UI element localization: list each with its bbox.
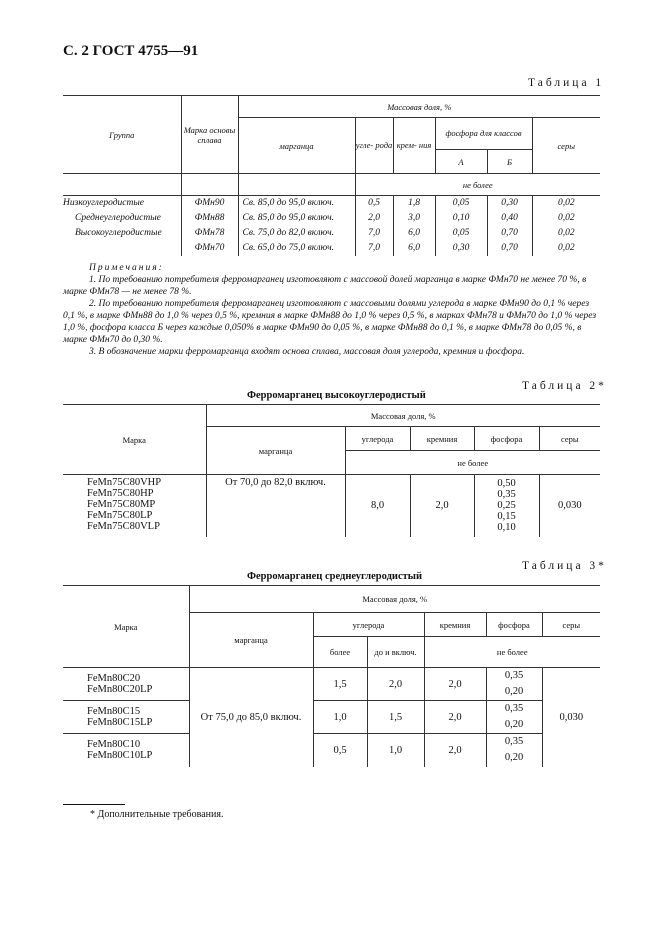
t1-cell-mn: Св. 85,0 до 95,0 включ. xyxy=(238,196,355,211)
t3-h-c: углерода xyxy=(313,613,424,637)
t1-cell-pb: 0,70 xyxy=(487,226,532,241)
t1-cell-group: Высокоуглеродистые xyxy=(75,228,162,238)
t3-cell-cmin: 0,5 xyxy=(313,734,367,767)
t3-h-upto: до и включ. xyxy=(367,637,424,668)
t2-h-mass: Массовая доля, % xyxy=(206,405,600,427)
t1-cell-c: 7,0 xyxy=(355,226,393,241)
t3-cell-p1: 0,35 xyxy=(504,736,524,748)
t1-h-mass: Массовая доля, % xyxy=(238,96,600,118)
t1-cell-mn: Св. 75,0 до 82,0 включ. xyxy=(238,226,355,241)
t3-h-more: более xyxy=(313,637,367,668)
t1-cell-c: 7,0 xyxy=(355,241,393,256)
t1-h-c: угле- рода xyxy=(355,118,393,174)
table-row xyxy=(63,196,600,211)
table2-caption: Таблица 2* xyxy=(522,380,607,392)
t1-h-a: А xyxy=(435,150,487,174)
table1-caption: Таблица 1 xyxy=(528,77,605,89)
t3-h-mass: Массовая доля, % xyxy=(189,586,600,613)
t1-h-group: Группа xyxy=(63,96,181,174)
t1-h-p: фосфора для классов xyxy=(435,118,532,150)
t2-cell-mn: От 70,0 до 82,0 включ. xyxy=(206,475,345,537)
table-row xyxy=(63,241,600,256)
table-row xyxy=(63,734,600,767)
footnote: * Дополнительные требования. xyxy=(90,809,224,820)
t2-h-p: фосфора xyxy=(474,427,539,451)
table-2 xyxy=(63,404,600,537)
t3-cell-mn: От 75,0 до 85,0 включ. xyxy=(189,668,313,767)
t1-cell-s: 0,02 xyxy=(532,211,600,226)
t3-cell-si: 2,0 xyxy=(424,734,486,767)
t1-cell-group xyxy=(63,241,181,256)
table-3 xyxy=(63,585,600,767)
table-row xyxy=(63,668,600,701)
t1-cell-si: 6,0 xyxy=(393,226,435,241)
note-1: 1. По требованию потребителя ферромарганец изготовляют с массовой долей марганца в марке ФМн70 не менее 70 %, в марке ФМн78 — не менее 78 %. xyxy=(63,275,587,297)
t1-cell-pa: 0,10 xyxy=(435,211,487,226)
t3-cell-cmin: 1,0 xyxy=(313,701,367,734)
table-row xyxy=(63,226,600,241)
t3-cell-p xyxy=(486,701,542,734)
t2-h-nb: не более xyxy=(345,451,600,475)
t3-cell-si: 2,0 xyxy=(424,668,486,701)
t1-cell-c: 2,0 xyxy=(355,211,393,226)
note-2: 2. По требованию потребителя ферромарганец изготовляют с массовыми долями углерода в марке ФМн90 до 0,1 % через 0,1 %, в марке ФМн88 до 1,0 % через 0,5 %, кремния в марке ФМн88 до 1,0 % через 0,5 %, в марках ФМн78 и ФМн70 до 1,0 % через 1,0 %, фосфора класса Б через каждые 0,050% в марке ФМн90 до 0,05 %, в марке ФМн88 до 0,1 %, в марке ФМн78 до 0,05 %, в марке ФМн70 до 0,30 %. xyxy=(63,299,597,345)
t1-cell-mark: ФМн88 xyxy=(181,211,238,226)
t3-cell-cmin: 1,5 xyxy=(313,668,367,701)
t2-h-si: кремния xyxy=(410,427,474,451)
t1-cell-mark: ФМн70 xyxy=(181,241,238,256)
table3-caption: Таблица 3* xyxy=(522,560,607,572)
t3-cell-p2: 0,20 xyxy=(504,686,524,697)
t3-cell-marks: FeMn80C20 FeMn80C20LP xyxy=(63,668,189,701)
t2-h-mn: марганца xyxy=(206,427,345,475)
t1-cell-mark: ФМн90 xyxy=(181,196,238,211)
t1-cell-group: Низкоуглеродистые xyxy=(63,198,145,209)
table-row xyxy=(63,701,600,734)
t3-cell-cmax: 1,0 xyxy=(367,734,424,767)
t3-h-mark: Марка xyxy=(63,586,189,668)
t1-cell-mark: ФМн78 xyxy=(181,226,238,241)
t1-cell-group: Среднеуглеродистые xyxy=(75,213,161,223)
t3-cell-cmax: 1,5 xyxy=(367,701,424,734)
t1-cell-pb: 0,40 xyxy=(487,211,532,226)
table-row xyxy=(63,475,600,537)
t2-cell-s: 0,030 xyxy=(557,500,582,512)
t3-cell-cmax: 2,0 xyxy=(367,668,424,701)
t1-cell-c: 0,5 xyxy=(355,196,393,211)
t1-cell-pa: 0,05 xyxy=(435,226,487,241)
t1-cell-si: 3,0 xyxy=(393,211,435,226)
t1-cell-mn: Св. 65,0 до 75,0 включ. xyxy=(238,241,355,256)
t3-h-nb: не более xyxy=(424,637,600,668)
t3-cell-p1: 0,35 xyxy=(504,703,524,714)
table-row xyxy=(63,211,600,226)
t2-cell-p: 0,50 0,35 0,25 0,15 0,10 xyxy=(474,475,539,537)
t1-cell-s: 0,02 xyxy=(532,226,600,241)
t3-cell-s: 0,030 xyxy=(542,668,600,767)
t3-cell-marks: FeMn80C10 FeMn80C10LP xyxy=(63,734,189,767)
t2-h-s: серы xyxy=(539,427,600,451)
t1-h-s: серы xyxy=(532,118,600,174)
t1-cell-s: 0,02 xyxy=(532,241,600,256)
t1-cell-si: 6,0 xyxy=(393,241,435,256)
table2-title: Ферромарганец высокоуглеродистый xyxy=(247,390,426,401)
t1-h-si: крем- ния xyxy=(393,118,435,174)
t3-cell-p2: 0,20 xyxy=(504,752,524,764)
footnote-divider xyxy=(63,804,125,805)
table-1 xyxy=(63,95,600,256)
t2-h-c: углерода xyxy=(345,427,410,451)
t1-h-mn: марганца xyxy=(238,118,355,174)
t3-cell-p xyxy=(486,734,542,767)
t3-cell-p2: 0,20 xyxy=(504,719,524,730)
t1-cell-pa: 0,30 xyxy=(435,241,487,256)
t3-h-si: кремния xyxy=(424,613,486,637)
table3-title: Ферромарганец среднеуглеродистый xyxy=(247,571,423,582)
t3-h-p: фосфора xyxy=(486,613,542,637)
notes xyxy=(63,262,603,358)
page-header: С. 2 ГОСТ 4755—91 xyxy=(63,43,199,59)
t1-cell-pb: 0,70 xyxy=(487,241,532,256)
t3-cell-marks: FeMn80C15 FeMn80C15LP xyxy=(63,701,189,734)
t3-h-mn: марганца xyxy=(189,613,313,668)
t1-cell-pa: 0,05 xyxy=(435,196,487,211)
t1-cell-mn: Св. 85,0 до 95,0 включ. xyxy=(238,211,355,226)
t1-cell-s: 0,02 xyxy=(532,196,600,211)
t1-cell-pb: 0,30 xyxy=(487,196,532,211)
t3-cell-p1: 0,35 xyxy=(504,670,524,681)
t1-cell-si: 1,8 xyxy=(393,196,435,211)
t3-cell-p xyxy=(486,668,542,701)
note-3: 3. В обозначение марки ферромарганца входят основа сплава, массовая доля углерода, кремния и фосфора. xyxy=(89,347,525,357)
t2-cell-si: 2,0 xyxy=(410,475,474,537)
t3-cell-si: 2,0 xyxy=(424,701,486,734)
t2-h-mark: Марка xyxy=(63,405,206,475)
t1-h-mark: Марка основы сплава xyxy=(181,96,238,174)
t3-h-s: серы xyxy=(542,613,600,637)
t1-h-b: Б xyxy=(487,150,532,174)
t2-cell-c: 8,0 xyxy=(345,475,410,537)
notes-title: Примечания: xyxy=(89,263,164,273)
t1-h-nb: не более xyxy=(355,174,600,196)
t2-cell-marks: FeMn75C80VHP FeMn75C80HP FeMn75C80MP FeMn75C80LP FeMn75C80VLP xyxy=(63,475,206,537)
